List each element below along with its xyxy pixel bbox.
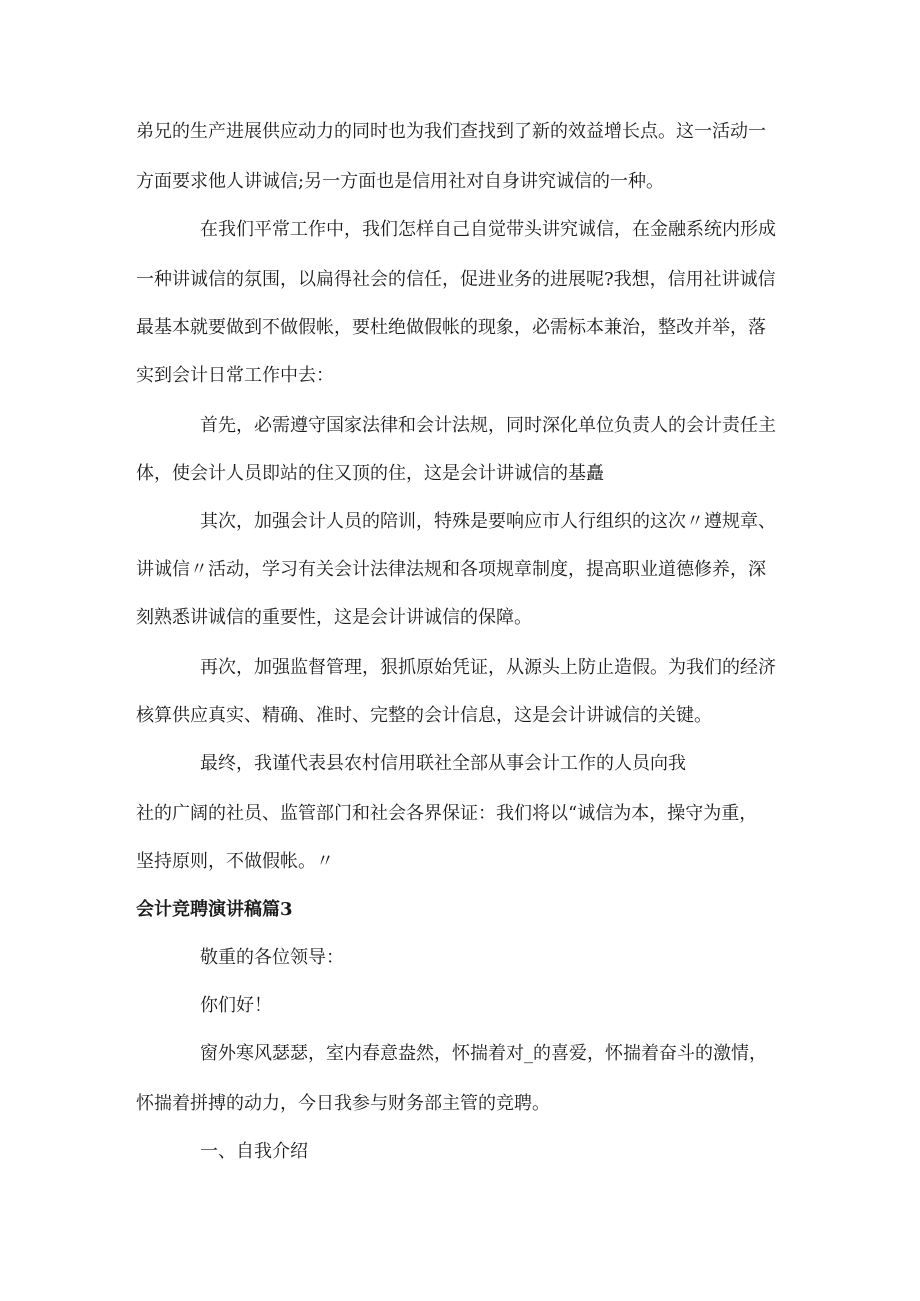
section-heading: 会计竞聘演讲稿篇3	[136, 899, 293, 920]
paragraph-line: 窗外寒风瑟瑟，室内春意盎然，怀揣着对_的喜爱，怀揣着奋斗的激情，	[200, 1043, 767, 1064]
paragraph-line: 一种讲诚信的氛围，以扁得社会的信任，促进业务的进展呢?我想，信用社讲诚信	[136, 269, 776, 290]
paragraph-line: 首先，必需遵守国家法律和会计法规，同时深化单位负责人的会计责任主	[200, 415, 776, 436]
paragraph-line: 讲诚信〃活动，学习有关会计法律法规和各项规章制度，提高职业道德修养，深	[136, 559, 766, 580]
paragraph-line: 刻熟悉讲诚信的重要性，这是会计讲诚信的保障。	[136, 607, 532, 628]
paragraph-line: 再次，加强监督管理，狠抓原始凭证，从源头上防止造假。为我们的经济	[200, 657, 776, 678]
paragraph-line: 其次，加强会计人员的陪训，特殊是要响应市人行组织的这次〃遵规章、	[200, 511, 776, 532]
paragraph-line: 最终，我谨代表县农村信用联社全部从事会计工作的人员向我	[200, 753, 686, 774]
greeting: 你们好！	[200, 995, 272, 1016]
paragraph-line: 最基本就要做到不做假帐，要杜绝做假帐的现象，必需标本兼治，整改并举，落	[136, 317, 766, 338]
paragraph-line: 坚持原则，不做假帐。〃	[136, 851, 334, 872]
paragraph-line: 方面要求他人讲诚信;另一方面也是信用社对自身讲究诚信的一种。	[136, 171, 665, 192]
paragraph-line: 核算供应真实、精确、准时、完整的会计信息，这是会计讲诚信的关键。	[136, 705, 712, 726]
paragraph-line: 实到会计日常工作中去：	[136, 365, 334, 386]
paragraph-line: 弟兄的生产进展供应动力的同时也为我们查找到了新的效益增长点。这一活动一	[136, 121, 766, 142]
paragraph-line: 体，使会计人员即站的住又顶的住，这是会计讲诚信的基矗	[136, 463, 604, 484]
salutation: 敬重的各位领导：	[200, 947, 344, 968]
paragraph-line: 怀揣着拼搏的动力，今日我参与财务部主管的竞聘。	[136, 1093, 550, 1114]
paragraph-line: 在我们平常工作中，我们怎样自己自觉带头讲究诚信，在金融系统内形成	[200, 219, 776, 240]
paragraph-line: 社的广阔的社员、监管部门和社会各界保证：我们将以“诚信为本，操守为重，	[136, 803, 758, 824]
subsection-heading: 一、自我介绍	[200, 1141, 308, 1162]
